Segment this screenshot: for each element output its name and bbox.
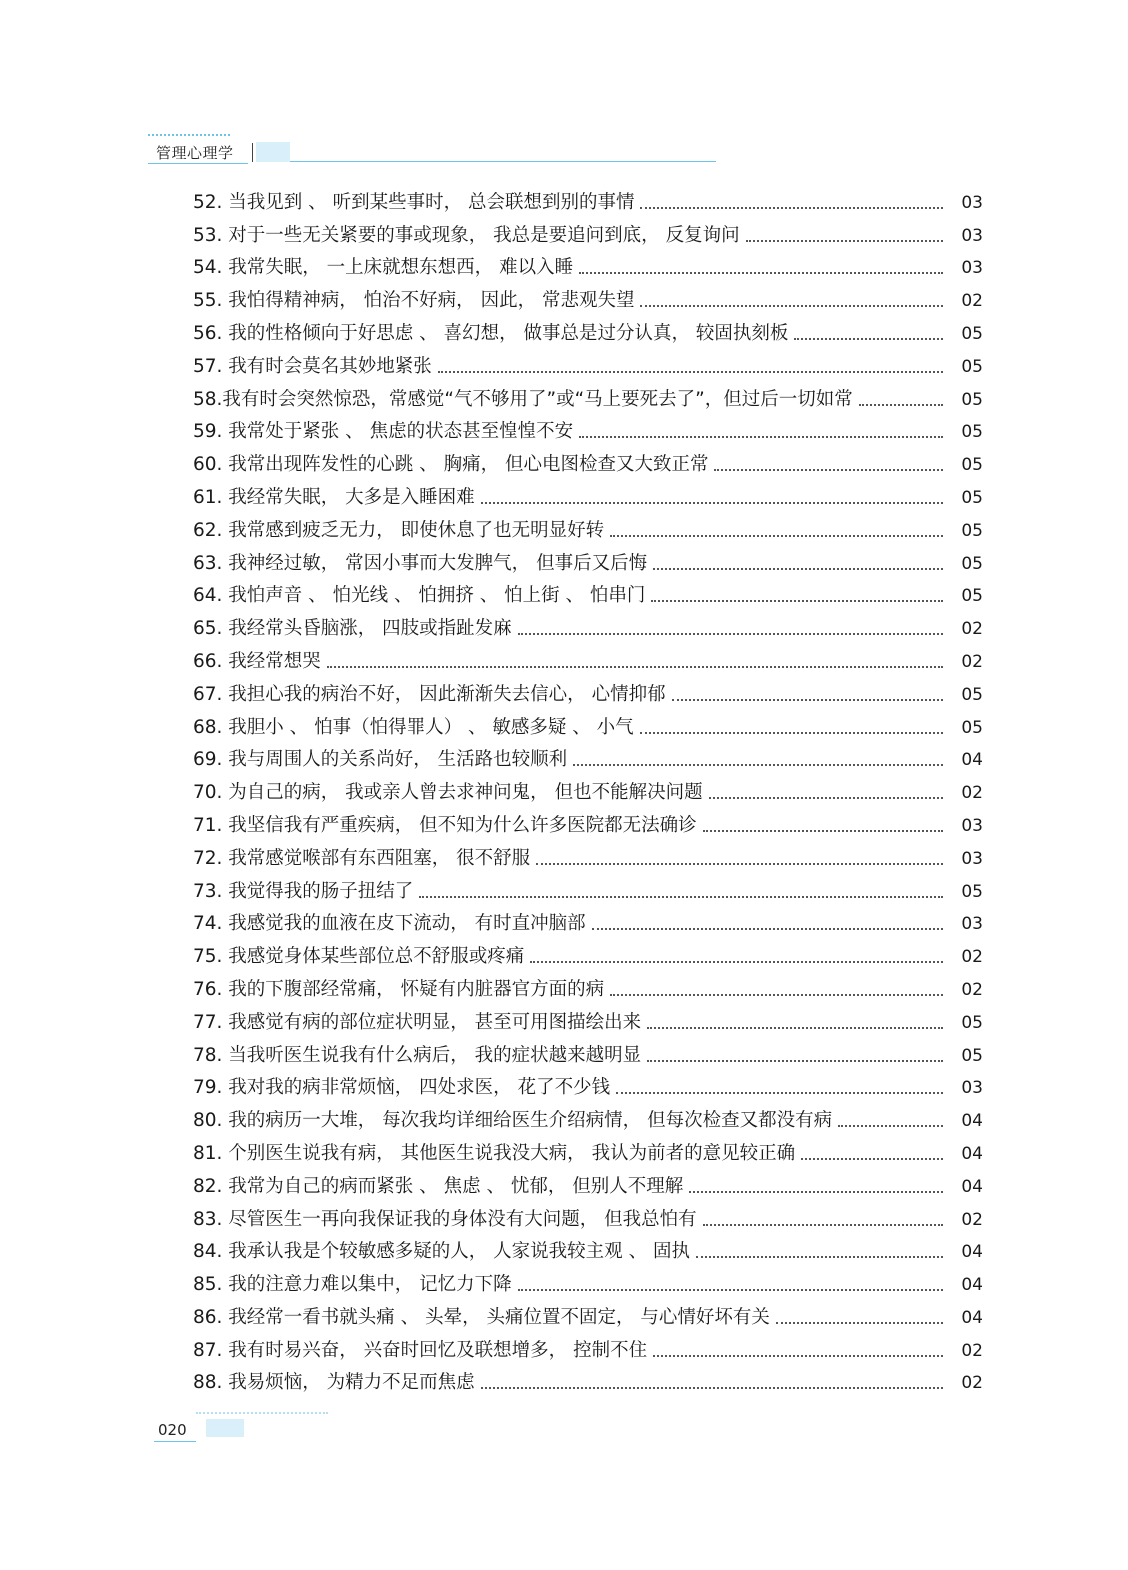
item-score: 05: [961, 881, 983, 902]
dot-leader: [801, 1158, 943, 1160]
footer-accent-box: [206, 1419, 244, 1437]
list-item: [193, 514, 983, 547]
item-text: 65. 我经常头昏脑涨， 四肢或指趾发麻: [193, 618, 512, 640]
item-text: 76. 我的下腹部经常痛， 怀疑有内脏器官方面的病: [193, 978, 605, 1000]
page-number: 020: [158, 1421, 187, 1439]
item-text: 74. 我感觉我的血液在皮下流动， 有时直冲脑部: [193, 913, 586, 935]
item-text: 87. 我有时易兴奋， 兴奋时回忆及联想增多， 控制不住: [193, 1339, 648, 1361]
list-item: [193, 416, 983, 449]
list-item: [193, 350, 983, 383]
list-item: [193, 580, 983, 613]
item-score: 03: [961, 914, 983, 935]
item-score: 02: [961, 651, 983, 672]
item-text: 57. 我有时会莫名其妙地紧张: [193, 355, 432, 377]
item-score: 05: [961, 455, 983, 476]
item-text: 83. 尽管医生一再向我保证我的身体没有大问题， 但我总怕有: [193, 1208, 697, 1230]
book-title: 管理心理学: [156, 144, 234, 162]
item-text: 85. 我的注意力难以集中， 记忆力下降: [193, 1274, 512, 1296]
item-text: 69. 我与周围人的关系尚好， 生活路也较顺利: [193, 749, 568, 771]
dot-leader: [640, 732, 943, 734]
item-score: 03: [961, 258, 983, 279]
list-item: [193, 317, 983, 350]
list-item: [193, 1367, 983, 1400]
dot-leader: [327, 666, 943, 668]
item-text: 56. 我的性格倾向于好思虑 、 喜幻想， 做事总是过分认真， 较固执刻板: [193, 322, 789, 344]
item-score: 05: [961, 356, 983, 377]
item-text: 86. 我经常一看书就头痛 、 头晕， 头痛位置不固定， 与心情好坏有关: [193, 1306, 770, 1328]
list-item: [193, 645, 983, 678]
list-item: [193, 1268, 983, 1301]
item-text: 84. 我承认我是个较敏感多疑的人， 人家说我较主观 、 固执: [193, 1241, 690, 1263]
header-separator: [252, 143, 253, 162]
item-text: 82. 我常为自己的病而紧张 、 焦虑 、 忧郁， 但别人不理解: [193, 1175, 684, 1197]
item-score: 05: [961, 422, 983, 443]
item-score: 05: [961, 553, 983, 574]
list-item: [193, 1236, 983, 1269]
dot-leader: [703, 1224, 943, 1226]
dot-leader: [689, 1191, 943, 1193]
item-text: 80. 我的病历一大堆， 每次我均详细给医生介绍病情， 但每次检查又都没有病: [193, 1110, 833, 1132]
item-score: 02: [961, 1340, 983, 1361]
item-score: 05: [961, 1012, 983, 1033]
list-item: [193, 809, 983, 842]
dot-leader: [616, 1092, 943, 1094]
item-score: 02: [961, 979, 983, 1000]
dot-leader: [794, 338, 943, 340]
dot-leader: [651, 600, 943, 602]
dot-leader: [518, 1289, 943, 1291]
item-score: 03: [961, 848, 983, 869]
item-text: 64. 我怕声音 、 怕光线 、 怕拥挤 、 怕上街 、 怕串门: [193, 585, 646, 607]
dot-leader: [536, 863, 943, 865]
list-item: [193, 1072, 983, 1105]
item-score: 05: [961, 1045, 983, 1066]
item-text: 52. 当我见到 、 听到某些事时， 总会联想到别的事情: [193, 191, 635, 213]
dot-leader: [746, 240, 943, 242]
item-text: 53. 对于一些无关紧要的事或现象， 我总是要追问到底， 反复询问: [193, 224, 740, 246]
item-score: 04: [961, 1111, 983, 1132]
dot-leader: [518, 633, 943, 635]
item-score: 02: [961, 947, 983, 968]
dot-leader: [696, 1256, 943, 1258]
dot-leader: [703, 830, 943, 832]
dot-leader: [838, 1125, 943, 1127]
item-text: 66. 我经常想哭: [193, 650, 321, 672]
list-item: [193, 973, 983, 1006]
page-number-underline: [154, 1441, 196, 1442]
item-score: 04: [961, 1143, 983, 1164]
list-item: [193, 678, 983, 711]
item-score: 05: [961, 323, 983, 344]
dot-leader: [859, 404, 943, 406]
list-item: [193, 547, 983, 580]
list-item: [193, 940, 983, 973]
dot-leader: [438, 371, 943, 373]
list-item: [193, 383, 983, 416]
item-score: 02: [961, 1209, 983, 1230]
item-text: 78. 当我听医生说我有什么病后， 我的症状越来越明显: [193, 1044, 642, 1066]
header-rule: [290, 161, 716, 162]
list-item: [193, 1006, 983, 1039]
item-score: 05: [961, 717, 983, 738]
item-text: 71. 我坚信我有严重疾病， 但不知为什么许多医院都无法确诊: [193, 814, 697, 836]
item-score: 05: [961, 684, 983, 705]
list-item: [193, 481, 983, 514]
dot-leader: [653, 1355, 943, 1357]
item-score: 02: [961, 619, 983, 640]
item-text: 58.我有时会突然惊恐，常感觉“气不够用了”或“马上要死去了”，但过后一切如常: [193, 388, 853, 410]
list-item: [193, 1203, 983, 1236]
item-text: 63. 我神经过敏， 常因小事而大发脾气， 但事后又后悔: [193, 552, 648, 574]
item-text: 81. 个别医生说我有病， 其他医生说我没大病， 我认为前者的意见较正确: [193, 1142, 796, 1164]
item-text: 73. 我觉得我的肠子扭结了: [193, 880, 414, 902]
dot-leader: [672, 699, 943, 701]
item-text: 77. 我感觉有病的部位症状明显， 甚至可用图描绘出来: [193, 1011, 642, 1033]
item-text: 79. 我对我的病非常烦恼， 四处求医， 花了不少钱: [193, 1077, 611, 1099]
dot-leader: [640, 207, 943, 209]
item-score: 05: [961, 487, 983, 508]
item-text: 61. 我经常失眠， 大多是入睡困难: [193, 486, 475, 508]
dot-leader: [610, 535, 943, 537]
item-score: 03: [961, 1078, 983, 1099]
item-score: 05: [961, 520, 983, 541]
item-score: 04: [961, 1176, 983, 1197]
list-item: [193, 1137, 983, 1170]
list-item: [193, 842, 983, 875]
running-header: [148, 134, 578, 166]
item-text: 62. 我常感到疲乏无力， 即使休息了也无明显好转: [193, 519, 605, 541]
list-item: [193, 448, 983, 481]
item-text: 68. 我胆小 、 怕事（怕得罪人） 、 敏感多疑 、 小气: [193, 716, 634, 738]
dot-leader: [610, 994, 943, 996]
item-score: 05: [961, 586, 983, 607]
item-score: 05: [961, 389, 983, 410]
footer-dotted-rule: [196, 1412, 328, 1414]
list-item: [193, 1334, 983, 1367]
item-score: 03: [961, 815, 983, 836]
dot-leader: [579, 272, 943, 274]
header-dotted-rule: [148, 134, 230, 136]
questionnaire-list: [193, 186, 983, 1399]
dot-leader: [573, 764, 943, 766]
list-item: [193, 186, 983, 219]
list-item: [193, 744, 983, 777]
header-title-underline: [148, 163, 248, 164]
dot-leader: [714, 469, 943, 471]
item-text: 59. 我常处于紧张 、 焦虑的状态甚至惶惶不安: [193, 421, 574, 443]
item-score: 04: [961, 1275, 983, 1296]
dot-leader: [579, 436, 943, 438]
list-item: [193, 875, 983, 908]
dot-leader: [709, 797, 943, 799]
list-item: [193, 284, 983, 317]
dot-leader: [530, 961, 943, 963]
item-text: 70. 为自己的病， 我或亲人曾去求神问鬼， 但也不能解决问题: [193, 782, 703, 804]
dot-leader: [481, 502, 943, 504]
list-item: [193, 612, 983, 645]
dot-leader: [481, 1387, 943, 1389]
list-item: [193, 252, 983, 285]
page-footer: [154, 1412, 334, 1446]
item-text: 54. 我常失眠， 一上床就想东想西， 难以入睡: [193, 257, 574, 279]
item-score: 02: [961, 1373, 983, 1394]
list-item: [193, 908, 983, 941]
dot-leader: [640, 305, 943, 307]
dot-leader: [653, 568, 943, 570]
item-text: 75. 我感觉身体某些部位总不舒服或疼痛: [193, 946, 525, 968]
list-item: [193, 1170, 983, 1203]
item-score: 02: [961, 291, 983, 312]
item-score: 04: [961, 750, 983, 771]
item-score: 04: [961, 1242, 983, 1263]
list-item: [193, 1039, 983, 1072]
dot-leader: [419, 896, 943, 898]
item-score: 03: [961, 192, 983, 213]
item-score: 03: [961, 225, 983, 246]
item-text: 72. 我常感觉喉部有东西阻塞， 很不舒服: [193, 847, 531, 869]
dot-leader: [592, 928, 943, 930]
list-item: [193, 711, 983, 744]
item-text: 60. 我常出现阵发性的心跳 、 胸痛， 但心电图检查又大致正常: [193, 454, 709, 476]
item-text: 67. 我担心我的病治不好， 因此渐渐失去信心， 心情抑郁: [193, 683, 666, 705]
item-score: 04: [961, 1307, 983, 1328]
dot-leader: [776, 1322, 943, 1324]
list-item: [193, 219, 983, 252]
list-item: [193, 1301, 983, 1334]
item-score: 02: [961, 783, 983, 804]
item-text: 88. 我易烦恼， 为精力不足而焦虑: [193, 1372, 475, 1394]
list-item: [193, 1104, 983, 1137]
dot-leader: [647, 1027, 943, 1029]
dot-leader: [647, 1060, 943, 1062]
item-text: 55. 我怕得精神病， 怕治不好病， 因此， 常悲观失望: [193, 290, 635, 312]
header-accent-box: [256, 142, 290, 162]
list-item: [193, 776, 983, 809]
